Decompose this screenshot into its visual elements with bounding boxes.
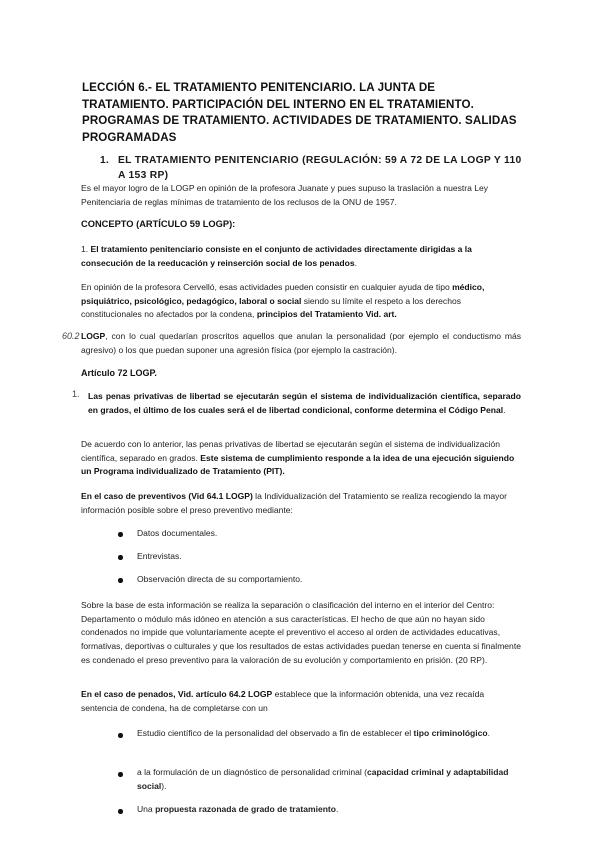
bullet-item bbox=[137, 803, 527, 817]
cervello-text-c: siendo su límite el respeto a los derechos constitucionales no afectados por la condena, bbox=[81, 295, 461, 320]
logp-paragraph bbox=[81, 330, 521, 357]
cervello-bold-b: médico, psiquiátrico, psicológico, pedagógico, laboral o social bbox=[81, 282, 485, 306]
bullet-text-c: . bbox=[336, 804, 339, 814]
definition-suffix: . bbox=[354, 257, 357, 268]
section-heading bbox=[100, 154, 530, 183]
bullet-item: Datos documentales. bbox=[137, 528, 218, 538]
margin-annotation: 60.2 bbox=[62, 331, 80, 341]
lesson-title: LECCIÓN 6.- EL TRATAMIENTO PENITENCIARIO. LA JUNTA DE TRATAMIENTO. PARTICIPACIÓN DEL INTERNO EN EL TRATAMIENTO. PROGRAMAS DE TRATAMIENTO. ACTIVIDADES DE TRATAMIENTO. SALIDAS PROGRAMADAS bbox=[82, 81, 517, 144]
bullet-text-c: . bbox=[487, 728, 490, 738]
article-72-paragraph bbox=[88, 390, 521, 417]
bullet-icon bbox=[118, 532, 124, 538]
section-heading-text: EL TRATAMIENTO PENITENCIARIO (REGULACIÓN: 59 A 72 DE LA LOGP Y 110 A 153 RP) bbox=[118, 155, 522, 181]
article-72-bold: Las penas privativas de libertad se ejecutarán según el sistema de individualización científica, separado en grados, el último de los cuales será el de libertad condicional, conforme determina el Código Penal bbox=[88, 391, 521, 415]
cervello-bold-d: principios del Tratamiento Vid. art. bbox=[256, 309, 397, 320]
bullet-item bbox=[137, 766, 527, 793]
cervello-paragraph bbox=[81, 281, 521, 322]
sobre-base-paragraph: Sobre la base de esta información se realiza la separación o clasificación del interno en el interior del Centro: Departamento o módulo más idóneo en atención a sus características. El hecho de que aún no hayan sido condenados no impide que voluntariamente acepte el preventivo el acceso al orden de actividades educativas, formativas, deportivas o culturales y que los resultados de estas actividades puedan tenerse en cuenta si finalmente es condenado el preso preventivo para la valoración de su evolución y comportamiento en prisión. (20 RP). bbox=[81, 600, 521, 665]
definition-paragraph bbox=[81, 243, 521, 270]
bullet-text-a: a la formulación de un diagnóstico de personalidad criminal ( bbox=[137, 767, 367, 777]
bullet-bold: tipo criminológico bbox=[413, 728, 488, 738]
bullet-text-a: Una bbox=[137, 804, 156, 814]
definition-prefix: 1. bbox=[81, 244, 91, 254]
acuerdo-bold-b: Este sistema de cumplimiento responde a la idea de una ejecución siguiendo un Programa individualizado de Tratamiento (PIT). bbox=[81, 452, 515, 477]
penados-bold: En el caso de penados, Vid. artículo 64.2 LOGP bbox=[81, 689, 273, 699]
bullet-icon bbox=[118, 555, 124, 561]
acuerdo-text-a: De acuerdo con lo anterior, las penas privativas de libertad se ejecutarán según el sistema de individualización científica, separado en grados. bbox=[81, 439, 501, 463]
cervello-text-a: En opinión de la profesora Cervelló, esas actividades pueden consistir en cualquier ayuda de tipo bbox=[81, 282, 453, 292]
bullet-icon bbox=[118, 733, 124, 739]
article-72-number: 1. bbox=[72, 389, 80, 399]
bullet-icon bbox=[118, 809, 124, 815]
bullet-item bbox=[137, 727, 527, 741]
penados-text: establece que la información obtenida, una vez recaída sentencia de condena, ha de completarse con un bbox=[81, 689, 485, 713]
bullet-item: Observación directa de su comportamiento. bbox=[137, 574, 303, 584]
bullet-bold: capacidad criminal y adaptabilidad social bbox=[137, 767, 509, 791]
bullet-bold: propuesta razonada de grado de tratamiento bbox=[155, 804, 337, 814]
bullet-text-a: Estudio científico de la personalidad del observado a fin de establecer el bbox=[137, 728, 414, 738]
bullet-item: Entrevistas. bbox=[137, 551, 182, 561]
acuerdo-paragraph bbox=[81, 438, 521, 479]
article-72-suffix: . bbox=[503, 404, 506, 415]
bullet-icon bbox=[118, 578, 124, 584]
penados-paragraph bbox=[81, 688, 521, 715]
preventivos-bold: En el caso de preventivos (Vid 64.1 LOGP) bbox=[81, 491, 253, 501]
logp-text: , con lo cual quedarían proscritos aquellos que anulan la personalidad (por ejemplo el conductismo más agresivo) o los que puedan suponer una agresión física (por ejemplo la castración). bbox=[81, 331, 521, 355]
concepto-heading: CONCEPTO (ARTÍCULO 59 LOGP): bbox=[81, 219, 236, 229]
definition-bold: El tratamiento penitenciario consiste en el conjunto de actividades directamente dirigidas a la consecución de la reeducación y reinserción social de los penados bbox=[81, 244, 472, 268]
bullet-icon bbox=[118, 772, 124, 778]
preventivos-text: la Individualización del Tratamiento se realiza recogiendo la mayor información posible sobre el preso preventivo mediante: bbox=[81, 491, 507, 515]
preventivos-paragraph bbox=[81, 490, 521, 517]
bullet-text-c: ). bbox=[161, 780, 167, 791]
section-number: 1. bbox=[100, 155, 110, 166]
intro-paragraph: Es el mayor logro de la LOGP en opinión de la profesora Juanate y pues supuso la traslación a nuestra Ley Penitenciaria de reglas mínimas de tratamiento de los reclusos de la ONU de 1957. bbox=[81, 183, 489, 207]
article-72-heading: Artículo 72 LOGP. bbox=[81, 368, 157, 378]
logp-bold: LOGP bbox=[81, 331, 106, 341]
